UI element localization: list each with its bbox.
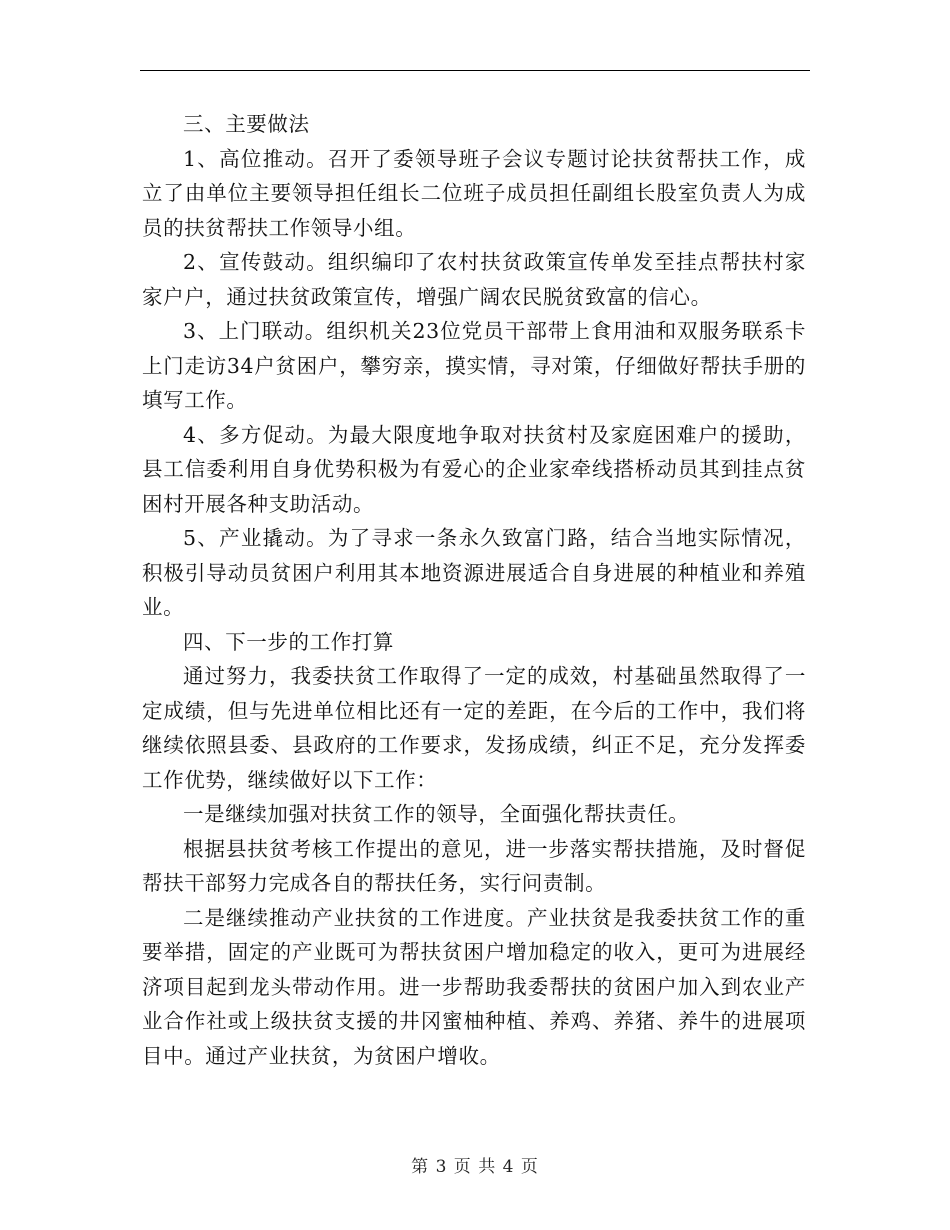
page-number-footer: 第 3 页 共 4 页 (411, 1157, 539, 1177)
paragraph-industry-leverage: 5、产业撬动。为了寻求一条永久致富门路，结合当地实际情况，积极引导动员贫困户利用其本地资源进展适合自身进展的种植业和养殖业。 (142, 526, 806, 619)
paragraph-assessment: 根据县扶贫考核工作提出的意见，进一步落实帮扶措施，及时督促帮扶干部努力完成各自的帮扶任务，实行问责制。 (142, 836, 806, 895)
section-heading-practices: 三、主要做法 (183, 112, 310, 136)
paragraph-point-one: 一是继续加强对扶贫工作的领导，全面强化帮扶责任。 (183, 802, 690, 826)
paragraph-high-level-push: 1、高位推动。召开了委领导班子会议专题讨论扶贫帮扶工作，成立了由单位主要领导担任组长二位班子成员担任副组长股室负责人为成员的扶贫帮扶工作领导小组。 (142, 146, 806, 240)
document-body (142, 107, 806, 1073)
paragraph-publicity: 2、宣传鼓动。组织编印了农村扶贫政策宣传单发至挂点帮扶村家家户户，通过扶贫政策宣传，增强广阔农民脱贫致富的信心。 (142, 250, 806, 309)
paragraph-multi-party: 4、多方促动。为最大限度地争取对扶贫村及家庭困难户的援助，县工信委利用自身优势积极为有爱心的企业家牵线搭桥动员其到挂点贫困村开展各种支助活动。 (142, 422, 806, 516)
header-rule (140, 70, 810, 71)
paragraph-door-to-door: 3、上门联动。组织机关23位党员干部带上食用油和双服务联系卡上门走访34户贫困户，攀穷亲，摸实情，寻对策，仔细做好帮扶手册的填写工作。 (142, 319, 806, 412)
paragraph-point-two: 二是继续推动产业扶贫的工作进度。产业扶贫是我委扶贫工作的重要举措，固定的产业既可为帮扶贫困户增加稳定的收入，更可为进展经济项目起到龙头带动作用。进一步帮助我委帮扶的贫困户加入到农业产业合作社或上级扶贫支援的井冈蜜柚种植、养鸡、养猪、养牛的进展项目中。通过产业扶贫，为贫困户增收。 (142, 905, 806, 1068)
section-heading-next-steps: 四、下一步的工作打算 (183, 629, 394, 654)
paragraph-summary: 通过努力，我委扶贫工作取得了一定的成效，村基础虽然取得了一定成绩，但与先进单位相比还有一定的差距，在今后的工作中，我们将继续依照县委、县政府的工作要求，发扬成绩，纠正不足，充分发挥委工作优势，继续做好以下工作： (142, 664, 806, 792)
